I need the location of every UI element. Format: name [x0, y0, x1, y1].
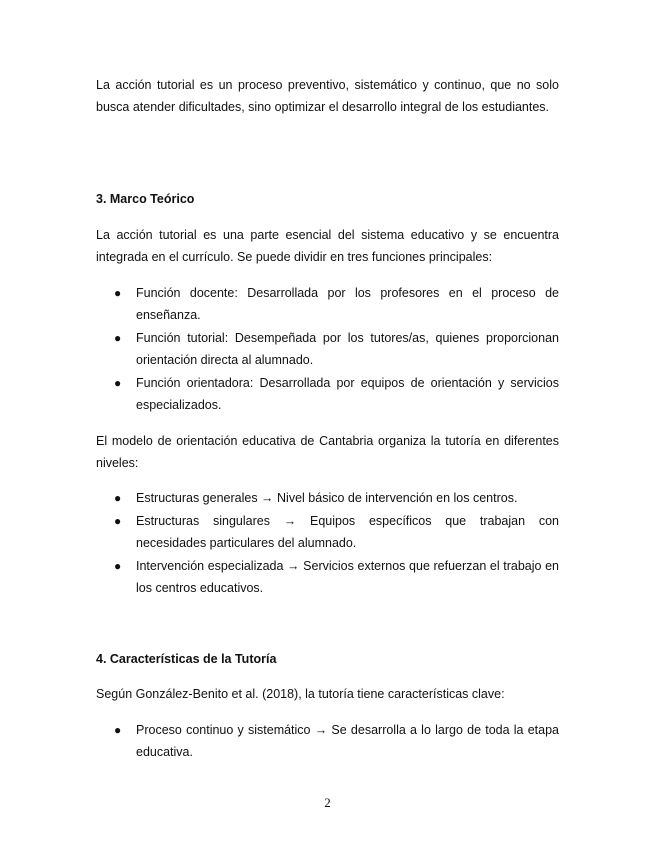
- bullet-icon: ●: [114, 723, 122, 737]
- list-item: ● Proceso continuo y sistemático → Se desarrolla a lo largo de toda la etapa educativa.: [96, 719, 559, 763]
- bullet-icon: ●: [114, 491, 122, 505]
- list-item: ● Función docente: Desarrollada por los profesores en el proceso de enseñanza.: [96, 282, 559, 326]
- section-4-heading: 4. Características de la Tutoría: [96, 652, 277, 666]
- bullet-icon: ●: [114, 376, 122, 390]
- functions-list: [96, 282, 559, 417]
- characteristics-list: [96, 719, 559, 764]
- bullet-icon: ●: [114, 559, 122, 573]
- bullet-icon: ●: [114, 514, 122, 528]
- list-item: ● Estructuras generales → Nivel básico de intervención en los centros.: [96, 487, 559, 509]
- levels-list: [96, 487, 559, 600]
- bullet-icon: ●: [114, 331, 122, 345]
- list-item: ● Función orientadora: Desarrollada por equipos de orientación y servicios especializados.: [96, 372, 559, 416]
- section-4-paragraph-1: Según González-Benito et al. (2018), la tutoría tiene características clave:: [96, 687, 505, 701]
- list-item: ● Intervención especializada → Servicios externos que refuerzan el trabajo en los centros educativos.: [96, 555, 559, 599]
- section-3-heading: 3. Marco Teórico: [96, 192, 195, 206]
- intro-paragraph: La acción tutorial es un proceso preventivo, sistemático y continuo, que no solo busca atender dificultades, sino optimizar el desarrollo integral de los estudiantes.: [96, 78, 559, 114]
- section-3-paragraph-2: El modelo de orientación educativa de Cantabria organiza la tutoría en diferentes niveles:: [96, 434, 559, 470]
- bullet-icon: ●: [114, 286, 122, 300]
- list-item: ● Estructuras singulares → Equipos específicos que trabajan con necesidades particulares del alumnado.: [96, 510, 559, 554]
- page-number: 2: [324, 795, 331, 810]
- section-3-paragraph-1: La acción tutorial es una parte esencial del sistema educativo y se encuentra integrada en el currículo. Se puede dividir en tres funciones principales:: [96, 228, 559, 264]
- list-item: ● Función tutorial: Desempeñada por los tutores/as, quienes proporcionan orientación directa al alumnado.: [96, 327, 559, 371]
